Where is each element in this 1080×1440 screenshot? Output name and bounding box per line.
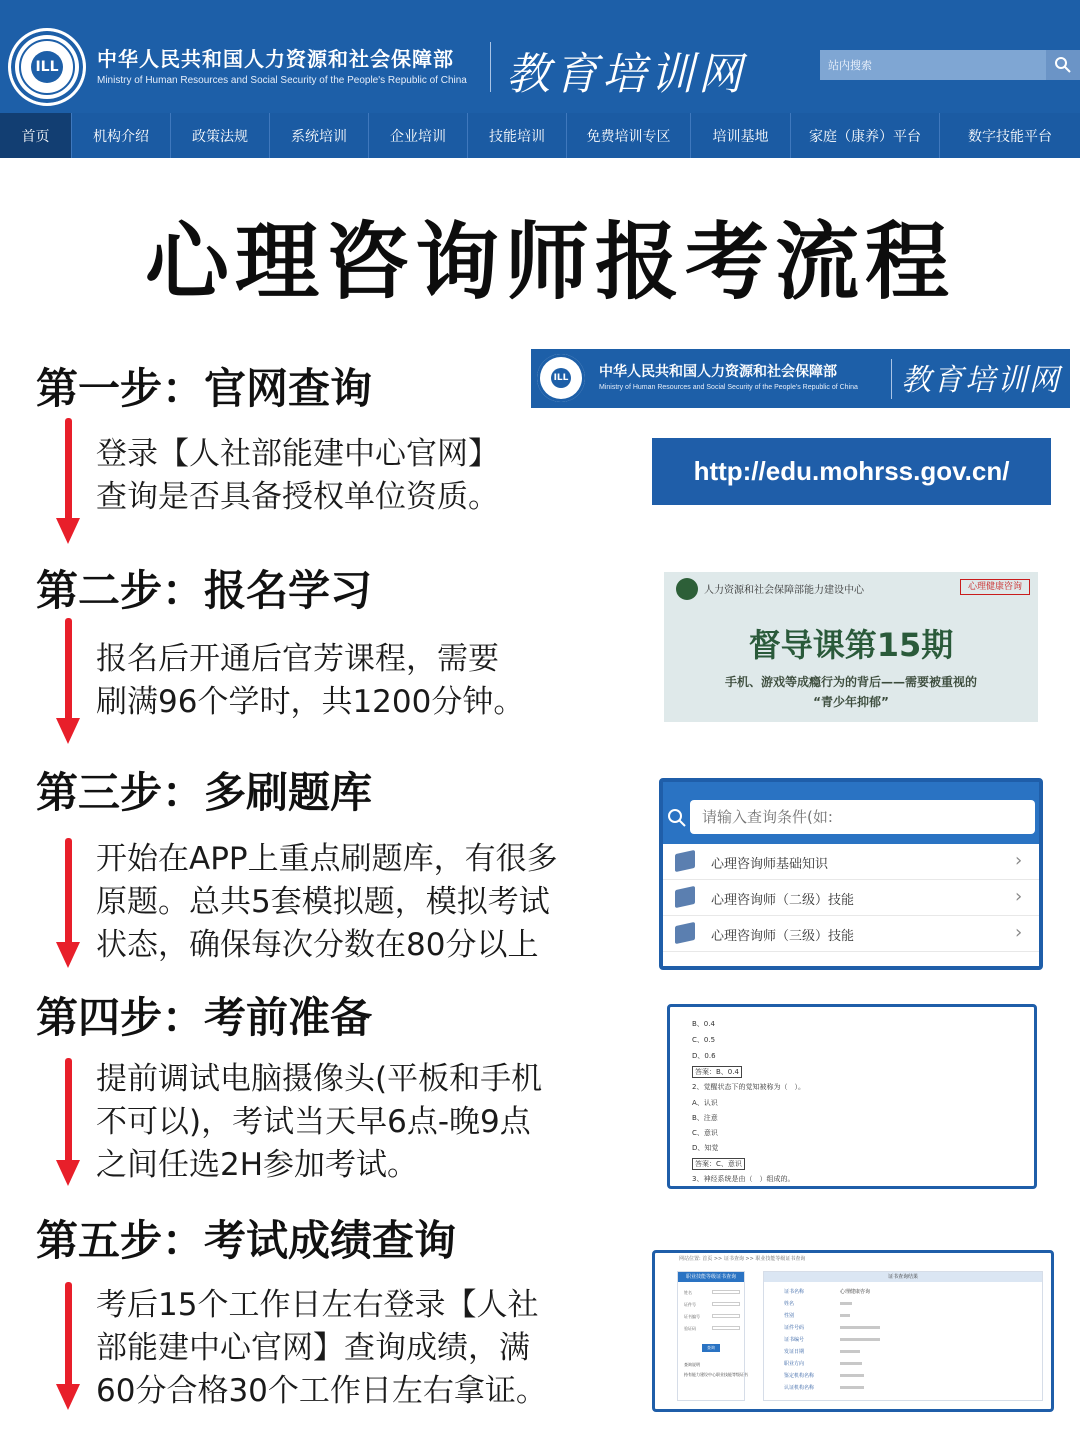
nav-item-policy[interactable]: 政策法规 [171, 113, 270, 158]
quiz-line: B、注意 [692, 1114, 718, 1122]
app-question-bank [659, 778, 1043, 970]
result-label: 证件号码 [784, 1325, 805, 1331]
query-note-text: 持有能力建设中心职业技能等级证书 [684, 1372, 748, 1377]
org-logo-icon [676, 578, 698, 600]
ministry-emblem-icon: ILL [537, 354, 585, 402]
step-3-text: 开始在APP上重点刷题库，有很多 原题。总共5套模拟题，模拟考试 状态，确保每次分数在80分以上 [96, 841, 558, 963]
ministry-name-en: Ministry of Human Resources and Social Security of the People's Republic of China [97, 75, 467, 86]
main-nav [0, 113, 1080, 158]
query-form-panel [677, 1271, 748, 1401]
step-4-arrow-icon [56, 1058, 80, 1186]
list-item[interactable] [663, 916, 1039, 952]
course-stamp: 心理健康咨询 [960, 579, 1030, 595]
quiz-line: 2、觉醒状态下的觉知被称为（ ）。 [692, 1083, 805, 1091]
course-subtitle-2: “青少年抑郁” [813, 695, 889, 709]
banner-ministry-en: Ministry of Human Resources and Social Security of the People's Republic of China [599, 384, 858, 391]
quiz-line: D、知觉 [692, 1144, 719, 1152]
field-label: 姓名 [684, 1290, 692, 1295]
nav-item-home[interactable]: 首页 [0, 113, 72, 158]
query-note-title: 查询说明 [684, 1362, 700, 1367]
nav-item-training-base[interactable]: 培训基地 [691, 113, 791, 158]
nav-item-home-care-platform[interactable]: 家庭（康养）平台 [791, 113, 940, 158]
header-divider [490, 42, 491, 92]
list-item[interactable] [663, 880, 1039, 916]
ministry-emblem-icon[interactable]: ILL [8, 28, 86, 106]
quiz-line: C、意识 [692, 1129, 718, 1137]
page-title: 心理咨询师报考流程 [144, 213, 955, 311]
chevron-right-icon: › [1015, 850, 1023, 871]
quiz-answer: 答案：C、意识 [692, 1158, 745, 1170]
field-label: 证书编号 [684, 1314, 700, 1319]
score-query-screenshot [652, 1250, 1054, 1412]
nav-item-system-training[interactable]: 系统培训 [270, 113, 369, 158]
result-label: 认证机构名称 [784, 1385, 815, 1391]
book-icon [675, 922, 695, 944]
quiz-line: D、0.6 [692, 1052, 716, 1060]
site-title: 教育培训网 [506, 49, 746, 100]
quiz-answer: 答案：B、0.4 [692, 1066, 742, 1078]
query-button[interactable]: 查询 [702, 1344, 720, 1352]
step-1-text: 登录【人社部能建中心官网】 查询是否具备授权单位资质。 [96, 436, 499, 515]
search-icon [1054, 56, 1072, 74]
name-field[interactable] [712, 1290, 740, 1294]
course-org: 人力资源和社会保障部能力建设中心 [704, 585, 864, 596]
quiz-line: B、0.4 [692, 1020, 715, 1028]
course-title: 督导课第15期 [748, 626, 954, 664]
search-input[interactable] [820, 50, 1046, 80]
result-label: 鉴定机构名称 [784, 1373, 815, 1379]
cert-number-field[interactable] [712, 1314, 740, 1318]
app-search-bar [663, 782, 1039, 844]
step-1-arrow-icon [56, 418, 80, 544]
quiz-line: A、认识 [692, 1099, 718, 1107]
id-field[interactable] [712, 1302, 740, 1306]
breadcrumb: 网站位置: 首页 >> 证书查询 >> 职业技能等级证书查询 [679, 1256, 806, 1262]
list-item[interactable] [663, 844, 1039, 880]
field-label: 证件号 [684, 1302, 696, 1307]
chevron-right-icon: › [1015, 886, 1023, 907]
app-search-input[interactable] [690, 800, 1035, 834]
nav-item-skill-training[interactable]: 技能培训 [468, 113, 567, 158]
result-label: 证书编号 [784, 1337, 805, 1343]
query-form-title: 职业技能等级证书查询 [678, 1272, 744, 1282]
field-label: 验证码 [684, 1326, 696, 1331]
ministry-name-cn: 中华人民共和国人力资源和社会保障部 [97, 47, 454, 71]
query-result-title: 证书查询结果 [764, 1272, 1042, 1282]
result-label: 性别 [784, 1313, 795, 1319]
step-2-heading: 第二步：报名学习 [36, 566, 373, 615]
search-icon [667, 808, 687, 828]
result-value: 心理健康咨询 [840, 1289, 871, 1295]
step-5-heading: 第五步：考试成绩查询 [36, 1216, 457, 1265]
nav-item-free-training[interactable]: 免费培训专区 [567, 113, 691, 158]
step-2-arrow-icon [56, 618, 80, 744]
nav-item-about[interactable]: 机构介绍 [72, 113, 171, 158]
step-2-text: 报名后开通后官芳课程，需要 刷满96个学时，共1200分钟。 [96, 641, 525, 720]
book-icon [675, 886, 695, 908]
nav-item-digital-skills-platform[interactable]: 数字技能平台 [968, 128, 1052, 145]
step-3-heading: 第三步：多刷题库 [36, 768, 373, 817]
search-button[interactable] [1046, 50, 1080, 80]
official-url-link[interactable]: http://edu.mohrss.gov.cn/ [652, 438, 1051, 505]
banner-site-title: 教育培训网 [901, 363, 1061, 398]
book-icon [675, 850, 695, 872]
result-label: 职业方向 [784, 1361, 805, 1367]
chevron-right-icon: › [1015, 922, 1023, 943]
course-subtitle-1: 手机、游戏等成瘾行为的背后——需要被重视的 [724, 675, 977, 689]
step-5-text: 考后15个工作日左右登录【人社 部能建中心官网】查询成绩，满 60分合格30个工作日左右拿证。 [96, 1287, 547, 1409]
nav-item-enterprise-training[interactable]: 企业培训 [369, 113, 468, 158]
result-label: 证书名称 [784, 1289, 805, 1295]
captcha-field[interactable] [712, 1326, 740, 1330]
query-result-panel [763, 1271, 1043, 1401]
site-search [820, 50, 1046, 80]
step-4-heading: 第四步：考前准备 [36, 993, 373, 1042]
result-label: 发证日期 [784, 1349, 805, 1355]
quiz-line: C、0.5 [692, 1036, 716, 1044]
course-thumbnail[interactable] [664, 572, 1038, 722]
list-item-label: 心理咨询师基础知识 [711, 857, 829, 872]
step-1-heading: 第一步：官网查询 [36, 364, 373, 413]
step-4-text: 提前调试电脑摄像头(平板和手机 不可以)，考试当天早6点-晚9点 之间任选2H参加考试。 [96, 1061, 543, 1183]
banner-ministry-cn: 中华人民共和国人力资源和社会保障部 [599, 364, 837, 380]
quiz-line: 3、神经系统是由（ ）组成的。 [692, 1175, 795, 1183]
list-item-label: 心理咨询师（二级）技能 [711, 893, 855, 908]
step-5-arrow-icon [56, 1282, 80, 1410]
site-header [0, 0, 1080, 113]
result-label: 姓名 [784, 1301, 795, 1307]
step-3-arrow-icon [56, 838, 80, 968]
ministry-banner-image [531, 349, 1070, 408]
quiz-screenshot [667, 1004, 1037, 1189]
list-item-label: 心理咨询师（三级）技能 [711, 929, 855, 944]
